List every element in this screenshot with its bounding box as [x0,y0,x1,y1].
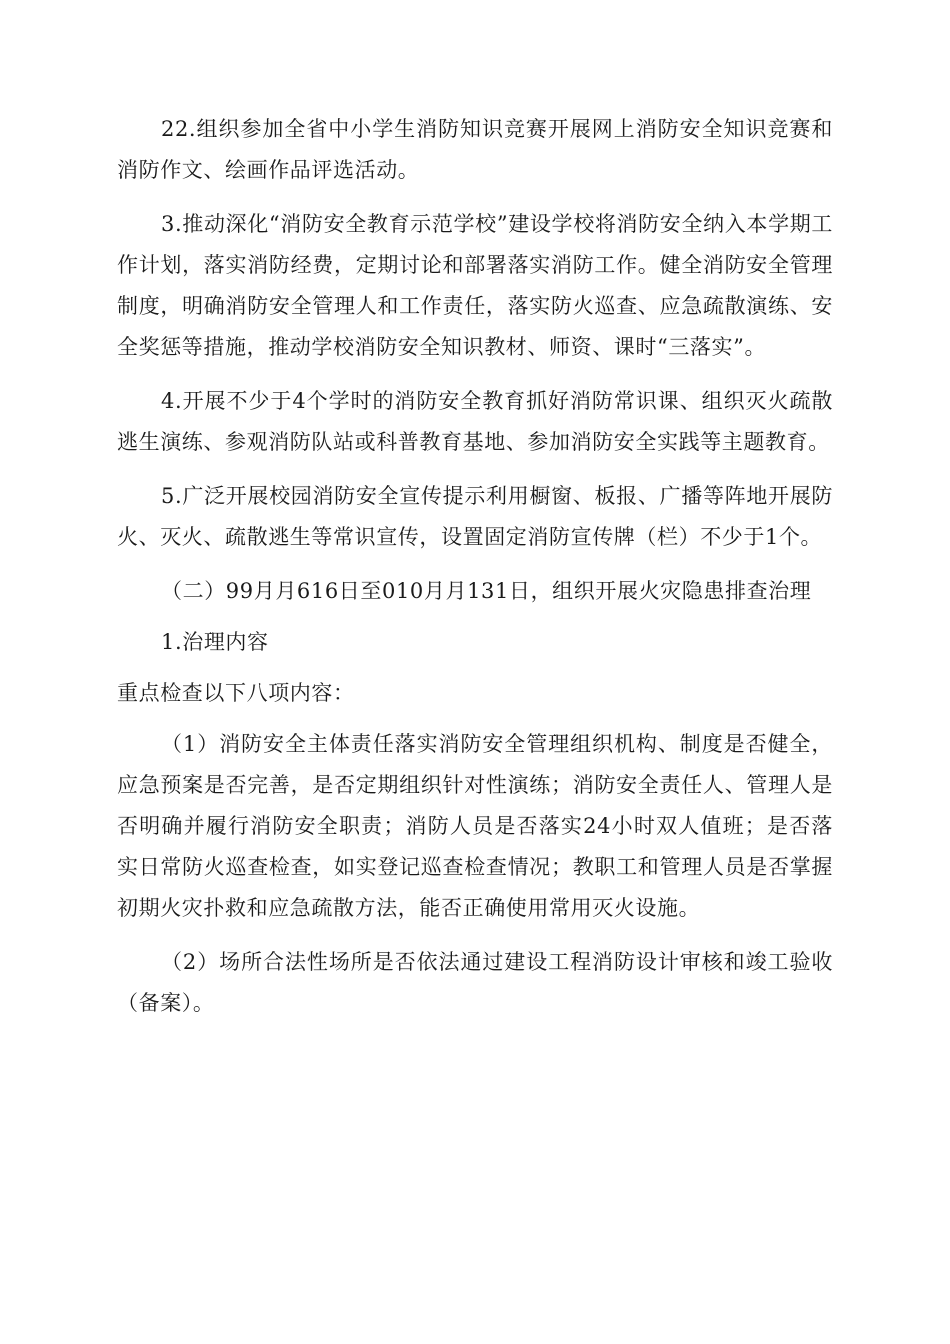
paragraph-item-4: 4.开展不少于4个学时的消防安全教育抓好消防常识课、组织灭火疏散逃生演练、参观消防队站或科普教育基地、参加消防安全实践等主题教育。 [117,389,833,454]
inspection-item-2: （2）场所合法性场所是否依法通过建设工程消防设计审核和竣工验收（备案）。 [117,950,833,1015]
paragraph-item-22: 22.组织参加全省中小学生消防知识竞赛开展网上消防安全知识竞赛和消防作文、绘画作品评选活动。 [117,117,833,182]
inspection-intro: 重点检查以下八项内容： [117,681,355,705]
section-heading-2: （二）99月月616日至010月月131日，组织开展火灾隐患排查治理 [161,579,812,603]
inspection-item-1: （1）消防安全主体责任落实消防安全管理组织机构、制度是否健全，应急预案是否完善，是否定期组织针对性演练；消防安全责任人、管理人是否明确并履行消防安全职责；消防人员是否落实24小时双人值班；是否落实日常防火巡查检查，如实登记巡查检查情况；教职工和管理人员是否掌握初期火灾扑救和应急疏散方法，能否正确使用常用灭火设施。 [117,732,833,920]
document-body [117,109,833,1024]
paragraph-item-5: 5.广泛开展校园消防安全宣传提示利用橱窗、板报、广播等阵地开展防火、灭火、疏散逃生等常识宣传，设置固定消防宣传牌（栏）不少于1个。 [117,484,833,549]
paragraph-item-3: 3.推动深化“消防安全教育示范学校”建设学校将消防安全纳入本学期工作计划，落实消防经费，定期讨论和部署落实消防工作。健全消防安全管理制度，明确消防安全管理人和工作责任，落实防火巡查、应急疏散演练、安全奖惩等措施，推动学校消防安全知识教材、师资、课时“三落实”。 [117,212,833,359]
subheading-treatment-content: 1.治理内容 [161,630,269,654]
